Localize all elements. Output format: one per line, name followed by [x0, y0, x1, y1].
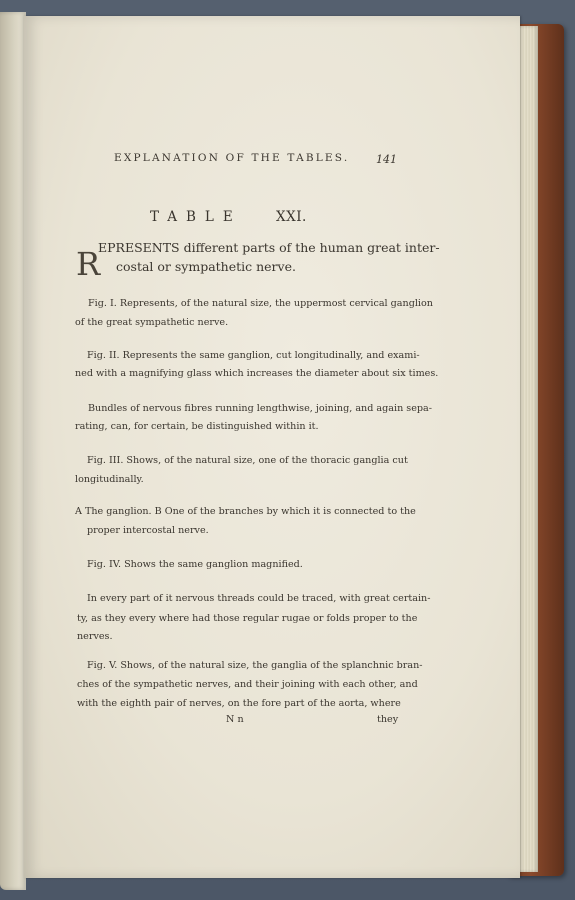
fig1-line-2: of the great sympathetic nerve.: [75, 317, 229, 328]
book-page: [24, 16, 520, 878]
fig5-line-1: Fig. V. Shows, of the natural size, the ganglia of the splanchnic bran-: [87, 660, 423, 671]
fig4-line-1: Fig. IV. Shows the same ganglion magnified.: [87, 559, 303, 570]
threads-line-1: In every part of it nervous threads could be traced, with great certain-: [87, 593, 431, 604]
bundles-line-1: Bundles of nervous fibres running lengthwise, joining, and again sepa-: [88, 403, 433, 414]
fig2-line-1: Fig. II. Represents the same ganglion, cut longitudinally, and exami-: [87, 350, 420, 361]
fig3-line-2: longitudinally.: [75, 474, 144, 485]
fig1-line-1: Fig. I. Represents, of the natural size, the uppermost cervical ganglion: [88, 298, 433, 309]
bundles-line-2: rating, can, for certain, be distinguished within it.: [75, 421, 319, 432]
ganglion-line-2: proper intercostal nerve.: [87, 525, 209, 536]
threads-line-3: nerves.: [77, 631, 113, 642]
catchword: they: [377, 714, 399, 725]
running-head: EXPLANATION OF THE TABLES.: [114, 152, 350, 164]
fig5-line-3: with the eighth pair of nerves, on the fore part of the aorta, where: [77, 698, 401, 709]
signature-mark: N n: [226, 714, 244, 725]
fig5-line-2: ches of the sympathetic nerves, and their joining with each other, and: [77, 679, 418, 690]
table-heading: TABLE: [150, 209, 242, 225]
intro-line-1: EPRESENTS different parts of the human great inter-: [98, 240, 440, 255]
intro-line-2: costal or sympathetic nerve.: [116, 259, 296, 274]
ganglion-line-1: A The ganglion. B One of the branches by which it is connected to the: [75, 506, 416, 517]
drop-cap: R: [76, 245, 101, 283]
fig3-line-1: Fig. III. Shows, of the natural size, one of the thoracic ganglia cut: [87, 455, 408, 466]
table-number: XXI.: [276, 209, 307, 225]
fig2-line-2: ned with a magnifying glass which increases the diameter about six times.: [75, 368, 439, 379]
left-page-edge: [0, 12, 26, 890]
threads-line-2: ty, as they every where had those regular rugae or folds proper to the: [77, 613, 418, 624]
page-number: 141: [376, 153, 397, 166]
